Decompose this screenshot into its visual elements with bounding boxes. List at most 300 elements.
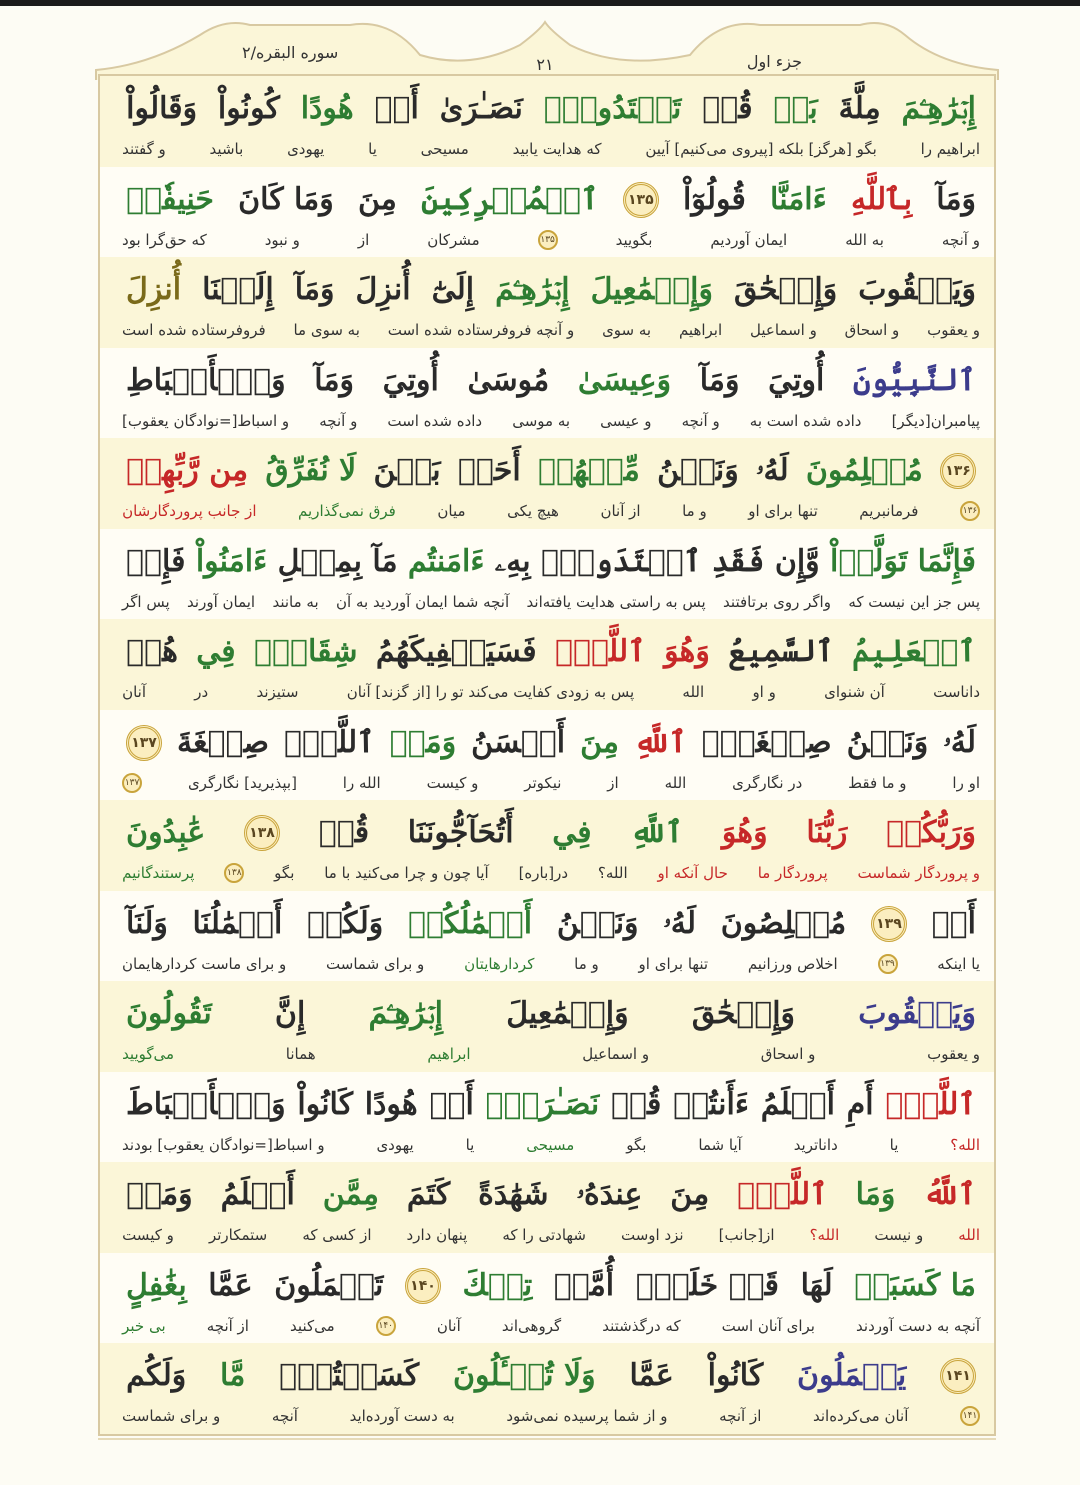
arabic-word: لَا نُفَرِّقُ [265,453,357,489]
persian-word: آن شنوای [824,683,885,702]
persian-word: و ما [682,502,707,521]
arabic-word: وَإِسۡحَٰقَ [691,996,796,1032]
ayah-number-small: ۱۴۰ [376,1316,396,1336]
ayah-number-marker [871,906,907,942]
persian-word: آنچه [271,1407,298,1426]
persian-word: برای آنان است [721,1316,815,1335]
persian-word: به دست آورده‌اید [349,1407,455,1426]
persian-word: و برای ماست کردارهایمان [122,954,287,973]
persian-word: داناترید [793,1135,838,1154]
arabic-word: لَهُۥ [755,453,789,489]
arabic-word: بَلۡ [773,91,818,126]
arabic-word: مِّنۡهُمۡ [537,453,640,489]
persian-word: پروردگار ما [757,864,828,883]
arabic-word: وَقَالُواْ [126,91,198,126]
arabic-word: نَصَـٰرَىٰ [439,91,523,126]
persian-word: همانا [285,1045,316,1064]
persian-translation-line [122,408,980,434]
persian-word: الله؟ [950,1135,980,1154]
arabic-line [126,989,976,1039]
arabic-word: كَتَمَ [406,1177,451,1213]
persian-word: از [357,230,370,249]
arabic-word: أَمۡ [931,905,976,941]
arabic-word: شَهَٰدَةً [478,1177,549,1213]
arabic-word: إِبۡرَٰهِـۧمَ [368,996,443,1032]
arabic-word: فِي [552,815,592,851]
persian-word: پنهان دارد [406,1226,468,1245]
ayah-number: ۱۳۸ [244,815,280,851]
persian-translation-line [122,951,980,977]
arabic-word: وَيَعۡقُوبَ [858,996,976,1032]
persian-word: اخلاص ورزانیم [747,954,838,973]
arabic-word: عِندَهُۥ [576,1177,643,1213]
persian-word: و آنچه [319,411,358,430]
arabic-word: وَمَنۡ [126,1177,193,1213]
ayah-number-marker [940,1358,976,1394]
arabic-word: قُلۡ [702,91,753,126]
ayah-number-marker [940,453,976,489]
persian-translation-line [122,227,980,253]
persian-word: ستمکارتر [208,1226,268,1245]
persian-word: پس اگر [122,592,170,611]
persian-word: بگو [274,864,295,883]
persian-word: و یعقوب [927,1045,980,1064]
arabic-word: وَلَكُمۡ [307,905,384,941]
verse-line [100,1343,994,1434]
ayah-number-small: ۱۳۷ [122,773,142,793]
persian-word: او را [952,773,980,792]
arabic-word: صِبۡغَةَ [176,724,270,760]
persian-word: داده شده است [387,411,483,430]
arabic-word: وَٱلۡأَسۡبَاطَ [126,1086,286,1122]
arabic-word: ٱللَّهِ [630,815,684,851]
persian-word: به سوی [602,321,652,340]
ayah-number-marker [126,725,162,761]
persian-word: آنچه به دست آوردند [856,1316,980,1335]
persian-word: از آنچه [719,1407,762,1426]
arabic-word: عَمَّا [208,1267,253,1303]
verse-line [100,981,994,1072]
arabic-line [126,356,976,406]
persian-word: مشرکان [427,230,480,249]
arabic-word: هُودًا [364,1086,418,1122]
persian-word: و نیست [874,1226,924,1245]
persian-word: و عیسی [600,411,652,430]
arabic-word: ٱلۡعَلِيمُ [852,634,976,670]
persian-word: و پروردگار شماست [857,864,980,883]
arabic-word: شِقَاقٖۖ [254,634,358,670]
persian-word: پیامبران[دیگر] [891,411,980,430]
ayah-number-marker [623,182,659,218]
persian-word: فرق نمی‌گذاریم [298,502,396,521]
arabic-word: مِلَّةَ [838,91,881,126]
persian-word: هیچ یکی [507,502,559,521]
persian-word: یهودی [287,140,325,158]
persian-word: ایمان آورند [187,592,256,611]
ayah-number: ۱۳۶ [940,453,976,489]
persian-word: پس جز این نیست که [848,592,980,611]
arabic-word: وَإِسۡمَٰعِيلَ [590,272,713,308]
arabic-word: وَّإِن [774,543,820,579]
ayah-number: ۱۳۷ [126,725,162,761]
persian-word: الله [958,1226,980,1245]
persian-word: و ما [574,954,599,973]
arabic-word: ٱللَّهِۗ [737,1177,828,1213]
arabic-word: لَهُۥ [663,905,696,941]
persian-word: ابراهیم [427,1045,471,1064]
persian-word: حال آنکه او [657,864,728,883]
ayah-number-small: ۱۴۱ [960,1406,980,1426]
verse-line [100,710,994,801]
persian-word: آیا شما [698,1135,742,1154]
persian-word: به موسی [512,411,571,430]
arabic-word: إِنَّ [274,996,306,1032]
arabic-word: قُولُوٓاْ [683,181,746,217]
arabic-word: وَمَآ [294,272,335,308]
arabic-word: فَسَيَكۡفِيكَهُمُ [375,634,537,670]
persian-word: بگو [هرگز] بلکه [پیروی می‌کنیم] آیین [645,140,877,158]
persian-word: یا اینکه [937,954,980,973]
persian-word: ستیزند [256,683,299,702]
arabic-word: أُنزِلَ [355,272,411,308]
arabic-word: أَعۡمَٰلُكُمۡ [407,905,533,941]
persian-word: الله [664,773,687,792]
persian-word: بی خبر [122,1316,166,1335]
arabic-word: أَوۡ [374,91,419,126]
arabic-line [126,899,976,949]
arabic-word: إِبۡرَٰهِـۧمَ [901,91,976,126]
verse-line [100,76,994,167]
arabic-word: بِهِۦ [494,543,531,579]
page-number: ۲۱ [536,55,554,74]
persian-word: الله؟ [597,864,628,883]
persian-word: می‌کنید [290,1316,335,1335]
arabic-word: ءَامَنتُم [407,543,485,579]
arabic-word: مُسۡلِمُونَ [805,453,923,489]
arabic-word: فَإِنۡ [126,543,186,579]
persian-word: و یعقوب [927,321,980,340]
arabic-word: وَهُوَ [721,815,768,851]
persian-word: و کیست [122,1226,174,1245]
arabic-word: وَهُوَ [664,634,710,670]
arabic-word: وَعِيسَىٰ [577,362,672,398]
arabic-word: صِبۡغَةٗۖ [701,724,832,760]
persian-word: و برای شماست [326,954,425,973]
arabic-word: مُخۡلِصُونَ [720,905,847,941]
arabic-word: أَحَدٖ [457,453,521,489]
persian-word: پرستندگانیم [122,864,195,883]
persian-word: شهادتی را که [502,1226,586,1245]
persian-word: فرمانبریم [859,502,919,521]
persian-word: داناست [933,683,980,702]
persian-word: و نبود [264,230,300,249]
persian-word: به سوی ما [293,321,360,340]
persian-word: از[جانب] [718,1226,775,1245]
persian-word: تنها برای او [748,502,818,521]
arabic-word: بَيۡنَ [373,453,441,489]
persian-word: و از شما پرسیده نمی‌شود [506,1407,668,1426]
persian-word: پس به راستی هدایت یافته‌اند [526,592,706,611]
arabic-word: وَمَآ [699,362,740,398]
persian-word: که حق‌گرا بود [122,230,207,249]
arabic-word: أُنزِلَ [126,272,182,308]
arabic-word: ٱللَّهُۗ [885,1086,976,1122]
persian-translation-line [122,1041,980,1067]
persian-word: و آنچه [941,230,980,249]
verse-line [100,1072,994,1163]
arabic-word: وَلَنَآ [126,905,168,941]
arabic-line [126,537,976,587]
persian-word: که درگذشتند [602,1316,681,1335]
persian-word: از آنچه [206,1316,249,1335]
arabic-word: لَهُۥ [943,724,976,760]
persian-word: و اسماعیل [582,1045,650,1064]
arabic-word: ءَأَنتُمۡ [673,1086,749,1122]
arabic-word: وَنَحۡنُ [657,453,739,489]
persian-word: ایمان آوردیم [710,230,788,249]
arabic-word: إِبۡرَٰهِـۧمَ [495,272,570,308]
arabic-word: ٱللَّهِ [633,724,687,760]
arabic-word: مِنَ [580,724,619,760]
persian-word: ابراهیم را [920,140,980,158]
arabic-word: وَإِسۡحَٰقَ [734,272,838,308]
arabic-word: فَإِنَّمَا [917,543,976,579]
arabic-word: وَمَآ [314,362,354,398]
arabic-word: هُمۡ [126,634,178,670]
arabic-word: بِٱللَّهِ [850,181,913,217]
persian-word: یهودی [376,1135,414,1154]
arabic-word: فَقَدِ ٱهۡتَدَواْۖ [540,543,765,579]
arabic-word: مِنَ [670,1177,710,1213]
arabic-word: تَوَلَّوۡاْ [830,543,908,579]
persian-translation-line [122,770,980,796]
arabic-word: رَبُّنَا [806,815,848,851]
persian-word: فروفرستاده شده است [122,321,266,340]
arabic-word: ٱللَّهُ [923,1177,976,1213]
arabic-word: ٱللَّهِۖ [284,724,375,760]
arabic-word: أَعۡمَٰلُنَا [192,905,283,941]
arabic-word: وَلَكُم [126,1358,187,1394]
persian-word: بگو [626,1135,647,1154]
persian-translation-line [122,589,980,615]
ayah-number-small: ۱۳۹ [878,954,898,974]
arabic-line [126,718,976,768]
ayah-number-marker [405,1268,441,1304]
arabic-line [126,1080,976,1130]
arabic-word: تِلۡكَ [462,1267,533,1303]
arabic-word: هُودًا [300,91,354,126]
persian-word: در[باره] [518,864,569,883]
arabic-word: ٱلسَّمِيعُ [728,634,834,670]
arabic-word: تَعۡمَلُونَ [274,1267,384,1303]
persian-word: تنها برای او [638,954,709,973]
arabic-line [126,1351,976,1401]
persian-word: داده شده است به [749,411,862,430]
persian-translation-line [122,498,980,524]
arabic-word: وَيَعۡقُوبَ [858,272,976,308]
arabic-word: مَّا [220,1358,246,1394]
arabic-word: مِن رَّبِّهِمۡ [126,453,249,489]
arabic-word: مَآ [372,543,398,579]
arabic-word: ءَامَنُواْ [195,543,268,579]
juz-label: جزء اول [746,52,802,71]
persian-translation-line [122,1222,980,1248]
persian-word: از آنان [600,502,641,521]
persian-translation-line [122,136,980,162]
persian-word: از [607,773,619,792]
persian-word: آنان [436,1316,461,1335]
arabic-word: كُونُواْ [217,91,280,126]
arabic-line [126,265,976,315]
persian-word: ابراهیم [678,321,723,340]
arabic-word: أَحۡسَنُ [471,724,566,760]
persian-translation-line [122,1132,980,1158]
arabic-word: أُوتِيَ [768,362,825,398]
arabic-word: مَا كَسَبَتۡ [854,1267,976,1303]
arabic-word: وَإِسۡمَٰعِيلَ [506,996,629,1032]
arabic-word: لَهَا [800,1267,833,1303]
persian-word: [بپذیرید] نگارگری [187,773,297,792]
page-bottom-border [98,1438,996,1440]
persian-word: به مانند [272,592,319,611]
arabic-line [126,1170,976,1220]
arabic-word: وَمَآ [936,181,976,217]
persian-translation-line [122,1313,980,1339]
arabic-word: وَمَا [855,1177,896,1213]
persian-word: آنان می‌کرده‌اند [812,1407,909,1426]
persian-translation-line [122,1403,980,1429]
persian-word: نزد اوست [620,1226,684,1245]
persian-word: و برای شماست [122,1407,221,1426]
persian-word: به الله [845,230,884,249]
persian-word: میان [437,502,466,521]
arabic-word: إِلَىٰٓ [431,272,475,308]
persian-word: در [194,683,209,702]
arabic-word: ءَامَنَّا [770,181,827,217]
ayah-number-marker [244,815,280,851]
persian-word: و اسحاق [844,321,900,340]
arabic-word: ٱلۡمُشۡرِكِينَ [421,181,599,217]
verse-line [100,800,994,891]
persian-word: و اسباط[=نوادگان یعقوب] بودند [122,1135,325,1154]
arabic-word: تَهۡتَدُواْۗ [543,91,682,126]
arabic-word: مُوسَىٰ [467,362,550,398]
persian-word: باشید [209,140,244,158]
surah-label: سوره البقره/۲ [242,43,339,62]
ayah-number: ۱۴۰ [405,1268,441,1304]
persian-word: آنان [122,683,146,702]
verse-line [100,891,994,982]
arabic-word: أَمِ [846,1086,874,1122]
verse-line [100,619,994,710]
arabic-word: وَٱلۡأَسۡبَاطِ [126,362,286,398]
arabic-word: كَسَبۡتُمۡۖ [279,1358,420,1394]
persian-word: و گفتند [122,140,166,158]
ayah-number: ۱۴۱ [940,1358,976,1394]
arabic-word: إِلَيۡنَا [202,272,274,308]
ayah-number: ۱۳۹ [871,906,907,942]
persian-word: پس به زودی کفایت می‌کند تو را [از گزند] آنان [346,683,635,702]
arabic-line [126,84,976,134]
persian-word: یا [889,1135,899,1154]
ayah-number-small: ۱۳۶ [960,501,980,521]
persian-word: و آنچه فروفرستاده شده است [387,321,575,340]
persian-word: کردارهایتان [464,954,535,973]
persian-word: الله؟ [809,1226,840,1245]
persian-word: مسیحی [526,1135,575,1154]
arabic-word: أُوتِيَ [382,362,439,398]
persian-word: می‌گویید [122,1045,175,1064]
arabic-word: تَقُولُونَ [126,996,212,1032]
quran-page [98,74,996,1436]
persian-translation-line [122,860,980,886]
verse-line [100,438,994,529]
arabic-word: نَصَـٰرَىٰۗ [485,1086,600,1122]
arabic-word: مِنَ [357,181,397,217]
persian-translation-line [122,317,980,343]
arabic-word: كَانُواْ [707,1358,764,1394]
arabic-word: كَانُواْ [297,1086,353,1122]
persian-word: و ما فقط [848,773,907,792]
arabic-word: وَرَبُّكُمۡ [886,815,976,851]
persian-word: آنچه شما ایمان آوردید به آن [336,592,510,611]
arabic-line [126,446,976,496]
arabic-word: أُمَّةٞ [553,1267,615,1303]
arabic-word: أَتُحَآجُّونَنَا [407,815,514,851]
persian-word: گروهی‌اند [501,1316,562,1335]
persian-word: و آنچه [681,411,720,430]
persian-word: نیکوتر [524,773,562,792]
arabic-word: فِي [196,634,236,670]
arabic-word: أَعۡلَمُ [760,1086,835,1122]
arabic-line [126,1261,976,1311]
persian-word: از کسی که [302,1226,372,1245]
persian-word: که هدایت یابید [512,140,602,158]
persian-word: یا [368,140,377,158]
arabic-word: وَمَنۡ [389,724,457,760]
verse-line [100,257,994,348]
persian-word: الله [682,683,705,702]
arabic-word: وَلَا تُسۡـَٔلُونَ [452,1358,596,1394]
persian-word: واگر روی برتافتند [723,592,831,611]
arabic-word: قُلۡ [318,815,370,851]
persian-word: و اسحاق [760,1045,816,1064]
persian-word: و کیست [426,773,479,792]
arabic-word: ٱلنَّبِيُّونَ [852,362,976,398]
persian-word: و اسماعیل [749,321,817,340]
arabic-word: يَعۡمَلُونَ [797,1358,907,1394]
persian-word: مسیحی [420,140,469,158]
persian-word: و اسباط[=نوادگان یعقوب] [122,411,290,430]
persian-word: بگویید [615,230,653,249]
persian-word: الله را [342,773,381,792]
persian-translation-line [122,679,980,705]
arabic-word: بِمِثۡلِ [277,543,362,579]
ayah-number-small: ۱۳۸ [224,863,244,883]
arabic-word: ٱللَّهُۚ [555,634,646,670]
arabic-word: عَٰبِدُونَ [126,815,206,851]
arabic-word: قُلۡ [611,1086,662,1122]
arabic-word: وَنَحۡنُ [556,905,639,941]
arabic-word: مِمَّن [322,1177,379,1213]
arabic-word: أَوۡ [429,1086,474,1122]
persian-word: در نگارگری [732,773,803,792]
arabic-word: وَنَحۡنُ [846,724,929,760]
ayah-number: ۱۳۵ [623,182,659,218]
arabic-line [126,627,976,677]
verse-line [100,1253,994,1344]
arabic-line [126,175,976,225]
